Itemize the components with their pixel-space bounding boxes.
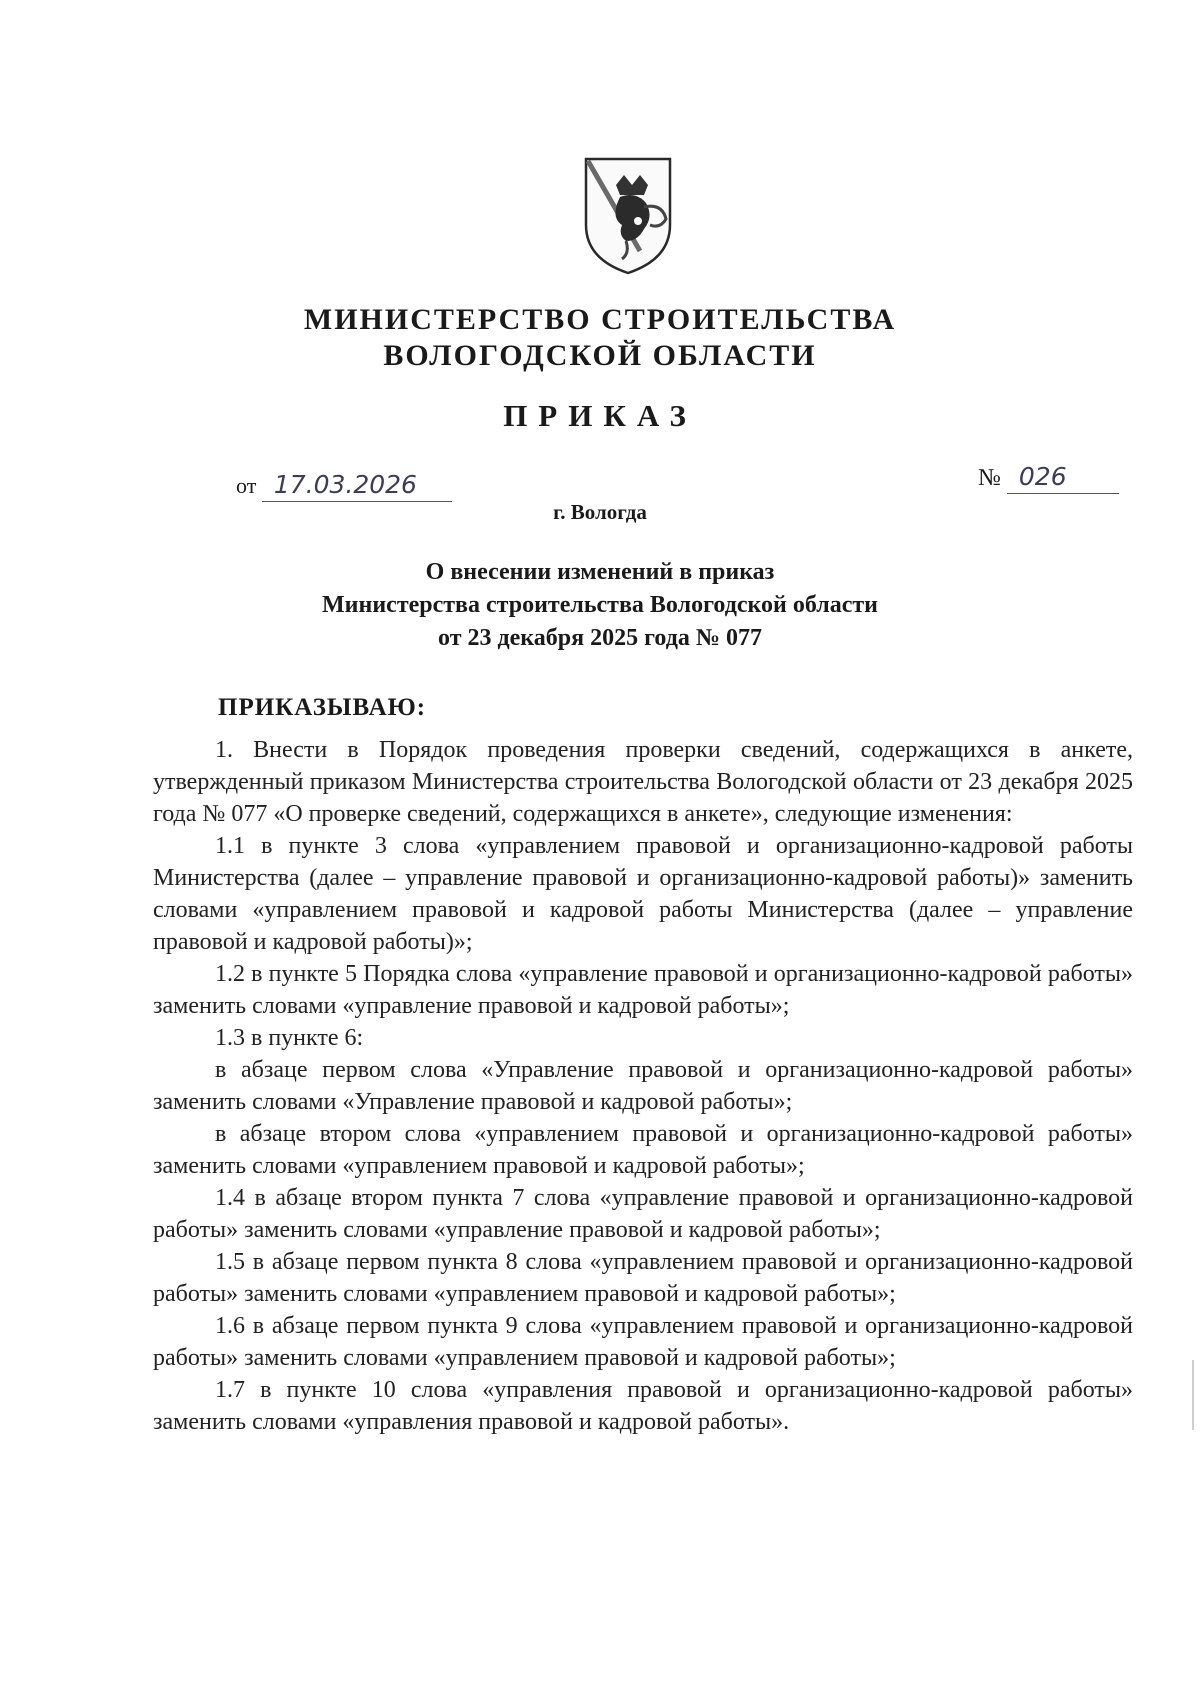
paragraph: 1.4 в абзаце втором пункта 7 слова «управление правовой и организационно-кадровой работы» заменить словами «управление правовой и кадровой работы»; [153, 1185, 1133, 1243]
paragraph: 1.6 в абзаце первом пункта 9 слова «управлением правовой и организационно-кадровой работы» заменить словами «управлением правовой и кадровой работы»; [153, 1313, 1133, 1371]
scan-edge-mark [1192, 1360, 1194, 1430]
paragraph: 1.5 в абзаце первом пункта 8 слова «управлением правовой и организационно-кадровой работы» заменить словами «управлением правовой и кадровой работы»; [153, 1249, 1133, 1307]
paragraph: 1. Внести в Порядок проведения проверки сведений, содержащихся в анкете, утвержденный приказом Министерства строительства Вологодской области от 23 декабря 2025 года № 077 «О проверке сведений, содержащихся в анкете», следующие изменения: [153, 737, 1133, 827]
order-heading: ПРИКАЗЫВАЮ: [218, 694, 427, 721]
paragraph: в абзаце первом слова «Управление правовой и организационно-кадровой работы» заменить словами «Управление правовой и кадровой работы»; [153, 1057, 1133, 1115]
city: г. Вологда [553, 500, 647, 524]
date-prefix: от [236, 473, 257, 498]
coat-of-arms-emblem [580, 155, 676, 277]
date-field [236, 470, 452, 502]
subject-line-2: Министерства строительства Вологодской области [322, 592, 878, 618]
ministry-title [0, 302, 1200, 374]
handwritten-date: 17.03.2026 [262, 470, 452, 502]
handwritten-number: 026 [1007, 462, 1119, 494]
paragraph: в абзаце втором слова «управлением правовой и организационно-кадровой работы» заменить словами «управлением правовой и кадровой работы»; [153, 1121, 1133, 1179]
ministry-line-2: ВОЛОГОДСКОЙ ОБЛАСТИ [383, 339, 817, 372]
ministry-line-1: МИНИСТЕРСТВО СТРОИТЕЛЬСТВА [303, 303, 897, 336]
number-field [978, 462, 1119, 494]
subject-line-3: от 23 декабря 2025 года № 077 [438, 625, 762, 651]
document-subject [0, 556, 1200, 655]
document-type: ПРИКАЗ [503, 398, 697, 433]
paragraph: 1.1 в пункте 3 слова «управлением правовой и организационно-кадровой работы Министерства (далее – управление правовой и организационно-кадровой работы)» заменить словами «управлением правовой и кадровой работы Министерства (далее – управление правовой и кадровой работы)»; [153, 833, 1133, 955]
paragraph: 1.7 в пункте 10 слова «управления правовой и организационно-кадровой работы» заменить словами «управления правовой и кадровой работы». [153, 1377, 1133, 1435]
paragraph: 1.2 в пункте 5 Порядка слова «управление правовой и организационно-кадровой работы» заменить словами «управление правовой и кадровой работы»; [153, 961, 1133, 1019]
number-prefix: № [978, 465, 1001, 491]
subject-line-1: О внесении изменений в приказ [425, 559, 775, 585]
paragraph: 1.3 в пункте 6: [215, 1025, 364, 1051]
order-body [153, 734, 1133, 1438]
